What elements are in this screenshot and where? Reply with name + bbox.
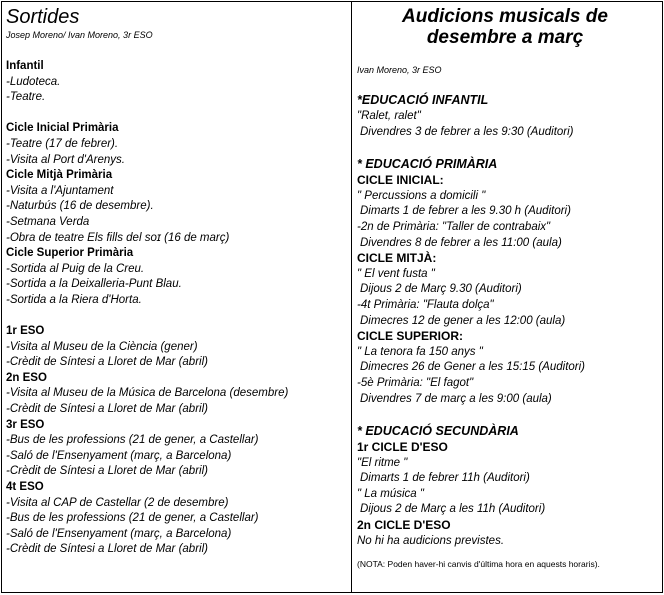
- performance-title: " La música ": [357, 487, 424, 500]
- list-item: -Teatre (17 de febrer).: [6, 137, 119, 150]
- performance-title: " La tenora fa 150 anys ": [357, 345, 483, 358]
- eso3-heading: 3r ESO: [6, 418, 45, 431]
- list-item: -Sortida al Puig de la Creu.: [6, 262, 145, 275]
- sortides-column: [6, 6, 346, 558]
- cicle-mitja-heading: Cicle Mitjà Primària: [6, 169, 113, 182]
- list-item: -Visita al Museu de la Música de Barcelona (desembre): [6, 387, 289, 400]
- cicle-inicial-heading: Cicle Inicial Primària: [6, 122, 119, 135]
- cicle-mitja-subheading: CICLE MITJÀ:: [357, 251, 437, 266]
- infantil-heading: Infantil: [6, 60, 44, 72]
- eso4-heading: 4t ESO: [6, 481, 44, 494]
- performance-date: Dimecres 12 de gener a les 12:00 (aula): [360, 314, 566, 327]
- performance-title: " Percussions a domicili ": [357, 189, 486, 202]
- infantil-section-heading: *EDUCACIÓ INFANTIL: [357, 93, 489, 107]
- eso2-heading: 2n ESO: [6, 371, 47, 384]
- performance-title: " El vent fusta ": [357, 267, 435, 280]
- list-item: -Teatre.: [6, 91, 46, 104]
- cicle-superior-heading: Cicle Superior Primària: [6, 247, 134, 260]
- performance-date: Divendres 7 de març a les 9:00 (aula): [360, 392, 552, 405]
- primaria-section-heading: * EDUCACIÓ PRIMÀRIA: [357, 157, 498, 172]
- sortides-byline: Josep Moreno/ Ivan Moreno, 3r ESO: [6, 30, 153, 40]
- list-item: -Naturbús (16 de desembre).: [6, 200, 154, 213]
- list-item: -Crèdit de Síntesi a Lloret de Mar (abril): [6, 465, 208, 478]
- performance-date: Divendres 3 de febrer a les 9:30 (Auditori): [360, 125, 574, 138]
- list-item: -Ludoteca.: [6, 75, 61, 88]
- sortides-title: Sortides: [6, 6, 80, 28]
- list-item: -Visita al CAP de Castellar (2 de desembre): [6, 496, 229, 509]
- list-item: -Crèdit de Síntesi a Lloret de Mar (abril): [6, 403, 208, 416]
- list-item: -Obra de teatre Els fills del soɪ (16 de març): [6, 231, 230, 244]
- audicions-column: [357, 6, 657, 579]
- cicle-superior-subheading: CICLE SUPERIOR:: [357, 329, 464, 344]
- list-item: -Visita a l'Ajuntament: [6, 184, 114, 197]
- performance-date: Divendres 8 de febrer a les 11:00 (aula): [360, 236, 562, 249]
- column-divider: [351, 2, 352, 592]
- performance-title: "El ritme ": [357, 456, 408, 469]
- performance-title: "Ralet, ralet": [357, 110, 421, 122]
- no-performances-text: No hi ha audicions previstes.: [357, 534, 505, 547]
- performance-date: Dimarts 1 de febrer 11h (Auditori): [360, 472, 530, 485]
- secundaria-section-heading: * EDUCACIÓ SECUNDÀRIA: [357, 424, 519, 439]
- list-item: -Crèdit de Síntesi a Lloret de Mar (abril): [6, 543, 208, 556]
- cicle2-eso-subheading: 2n CICLE D'ESO: [357, 518, 451, 533]
- cicle1-eso-subheading: 1r CICLE D'ESO: [357, 440, 448, 455]
- cicle-inicial-subheading: CICLE INICIAL:: [357, 173, 444, 188]
- performance-title: -5è Primària: "El fagot": [357, 376, 474, 389]
- performance-title: -4t Primària: "Flauta dolça": [357, 298, 494, 311]
- list-item: -Setmana Verda: [6, 215, 90, 228]
- eso1-heading: 1r ESO: [6, 325, 45, 338]
- audicions-title-line1: Audicions musicals de: [402, 6, 608, 27]
- performance-date: Dimarts 1 de febrer a les 9.30 h (Auditori): [360, 205, 571, 218]
- list-item: -Visita al Museu de la Ciència (gener): [6, 340, 198, 353]
- list-item: -Bus de les professions (21 de gener, a Castellar): [6, 434, 259, 447]
- list-item: -Sortida a la Deixalleria-Punt Blau.: [6, 278, 182, 291]
- list-item: -Crèdit de Síntesi a Lloret de Mar (abril): [6, 356, 208, 369]
- list-item: -Visita al Port d'Arenys.: [6, 153, 125, 166]
- newsletter-page: [1, 1, 663, 593]
- audicions-byline: Ivan Moreno, 3r ESO: [357, 65, 442, 75]
- list-item: -Saló de l'Ensenyament (març, a Barcelona): [6, 527, 232, 540]
- audicions-title-line2: desembre a març: [426, 27, 584, 48]
- list-item: -Saló de l'Ensenyament (març, a Barcelona): [6, 449, 232, 462]
- performance-date: Dimecres 26 de Gener a les 15:15 (Auditori): [360, 361, 585, 374]
- schedule-note: (NOTA: Poden haver-hi canvis d'última hora en aquests horaris).: [357, 559, 600, 570]
- list-item: -Sortida a la Riera d'Horta.: [6, 293, 142, 306]
- performance-date: Dijous 2 de Març 9.30 (Auditori): [360, 283, 522, 296]
- performance-date: Dijous 2 de Març a les 11h (Auditori): [360, 503, 546, 516]
- performance-title: -2n de Primària: "Taller de contrabaix": [357, 220, 551, 233]
- list-item: -Bus de les professions (21 de gener, a Castellar): [6, 512, 259, 525]
